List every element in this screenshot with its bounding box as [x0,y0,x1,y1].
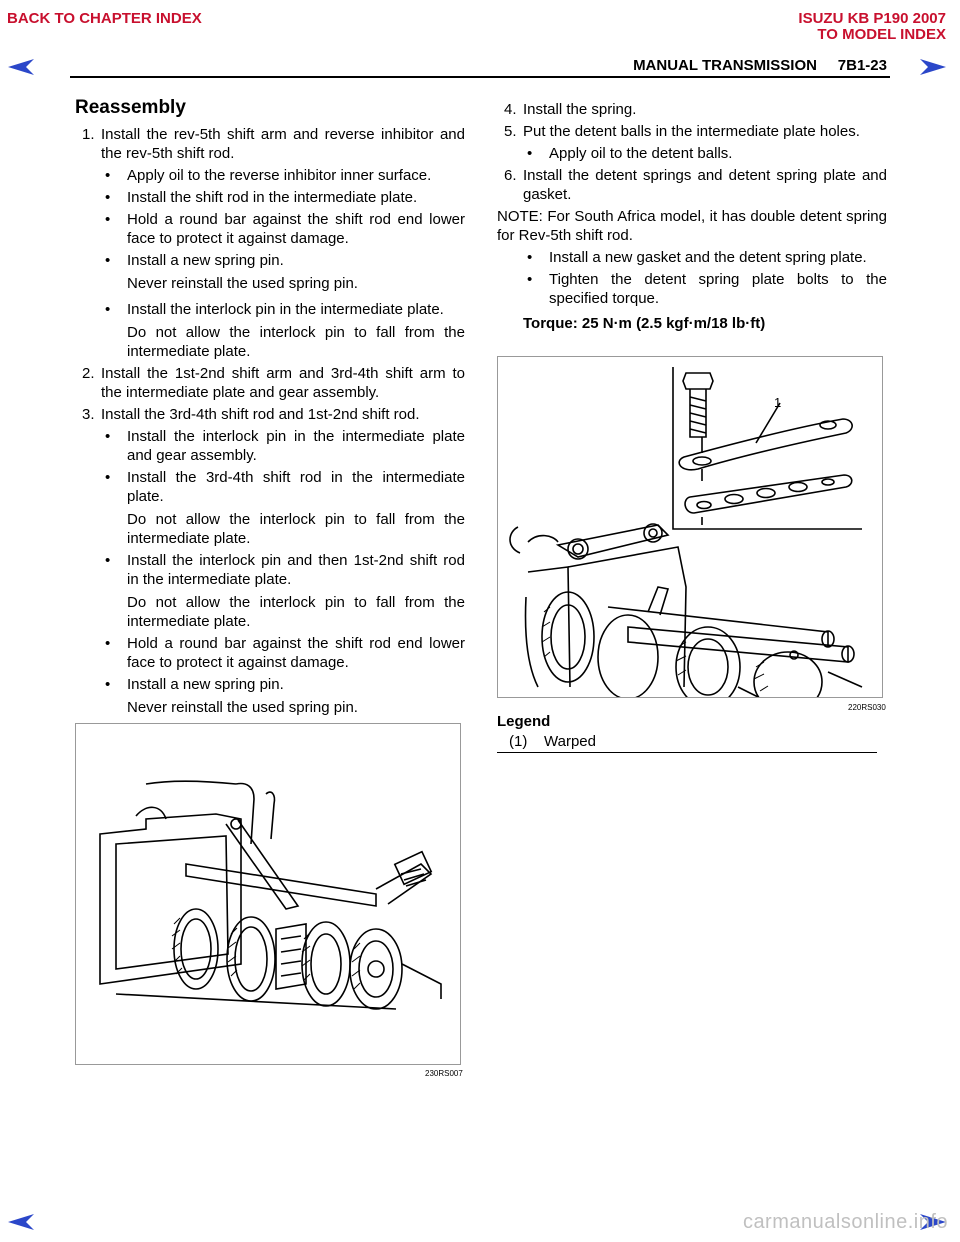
bullet-icon: • [105,428,111,445]
bullet-icon: • [105,676,111,693]
bullet-icon: • [105,252,111,269]
bullet-text: Hold a round bar against the shift rod end lower face to protect it against damage. [127,635,465,671]
figure-callout-1: 1 [774,395,782,410]
bullet-item [75,210,465,248]
bullet-item [75,188,465,207]
transmission-illustration [76,724,460,1064]
watermark-text: carmanualsonline.info [742,1211,948,1233]
to-model-index-label: TO MODEL INDEX [817,26,946,43]
step-text: Install the 3rd-4th shift rod and 1st-2nd shift rod. [101,406,420,423]
bullet-item [75,300,465,319]
step-number: 3. [82,406,95,423]
bullet-item [75,634,465,672]
bullet-subtext: Do not allow the interlock pin to fall from the intermediate plate. [127,594,465,630]
bullet-subtext: Never reinstall the used spring pin. [127,699,358,716]
bullet-icon: • [105,301,111,318]
bullet-item [75,551,465,589]
step-text: Install the rev-5th shift arm and reverse inhibitor and the rev-5th shift rod. [101,126,465,162]
bullet-text: Tighten the detent spring plate bolts to the specified torque. [549,271,887,307]
bullet-icon: • [105,635,111,652]
legend-item: (1) Warped [509,733,596,750]
step-number: 5. [504,123,517,140]
bullet-subtext: Do not allow the interlock pin to fall from the intermediate plate. [127,511,465,547]
next-page-arrow-icon[interactable] [918,57,948,77]
bullet-subtext: Never reinstall the used spring pin. [127,275,358,292]
back-to-chapter-index-link[interactable]: BACK TO CHAPTER INDEX [7,10,202,27]
step-text: Install the spring. [523,101,637,118]
bullet-text: Install a new spring pin. [127,676,284,693]
bullet-item [75,166,465,185]
step-text: Install the 1st-2nd shift arm and 3rd-4th shift arm to the intermediate plate and gear assembly. [101,365,465,401]
step-number: 6. [504,167,517,184]
bullet-text: Apply oil to the reverse inhibitor inner surface. [127,167,432,184]
step-4 [497,100,887,119]
step-number: 1. [82,126,95,143]
legend-rule [497,752,877,753]
step-number: 4. [504,101,517,118]
bullet-text: Install the 3rd-4th shift rod in the intermediate plate. [127,469,465,505]
page-header-title: MANUAL TRANSMISSION 7B1-23 [633,57,887,74]
header-rule [70,76,890,78]
figure-code-label: 220RS030 [848,703,886,712]
model-index-link[interactable] [798,11,946,43]
bullet-text: Install the interlock pin and then 1st-2nd shift rod in the intermediate plate. [127,552,465,588]
bullet-text: Install the shift rod in the intermediate plate. [127,189,418,206]
bullet-icon: • [527,249,533,266]
prev-page-arrow-icon[interactable] [6,57,36,77]
bullet-text: Install the interlock pin in the intermediate plate and gear assembly. [127,428,465,464]
section-heading: Reassembly [75,97,186,118]
step-text: Put the detent balls in the intermediate plate holes. [523,123,860,140]
bullet-icon: • [105,189,111,206]
bullet-icon: • [105,167,111,184]
prev-page-arrow-bottom-icon[interactable] [6,1212,36,1232]
bullet-icon: • [527,271,533,288]
bullet-item [75,675,465,694]
bullet-item [497,248,887,267]
bullet-subtext: Do not allow the interlock pin to fall from the intermediate plate. [127,324,465,360]
bullet-text: Install the interlock pin in the intermediate plate. [127,301,444,318]
right-column [497,100,887,333]
step-1 [75,125,465,163]
bullet-text: Install a new gasket and the detent spring plate. [549,249,867,266]
note-text: NOTE: For South Africa model, it has double detent spring for Rev-5th shift rod. [497,208,887,244]
step-3 [75,405,465,424]
step-text: Install the detent springs and detent spring plate and gasket. [523,167,887,203]
bullet-icon: • [105,469,111,486]
bullet-icon: • [527,145,533,162]
left-column [75,97,465,720]
torque-spec: Torque: 25 N·m (2.5 kgf·m/18 lb·ft) [523,315,766,332]
bullet-text: Hold a round bar against the shift rod end lower face to protect it against damage. [127,211,465,247]
step-2 [75,364,465,402]
bullet-icon: • [105,552,111,569]
detent-plate-illustration [498,357,882,697]
legend-title: Legend [497,713,551,730]
figure-detent-spring-plate [497,356,883,698]
model-name-label: ISUZU KB P190 2007 [798,10,946,27]
step-5 [497,122,887,141]
bullet-item [497,270,887,308]
bullet-icon: • [105,211,111,228]
bullet-item [75,427,465,465]
step-6 [497,166,887,204]
bullet-text: Apply oil to the detent balls. [549,145,733,162]
bullet-item [75,468,465,506]
step-number: 2. [82,365,95,382]
bullet-item [497,144,887,163]
figure-code-label: 230RS007 [425,1069,463,1078]
bullet-item [75,251,465,270]
bullet-text: Install a new spring pin. [127,252,284,269]
figure-shift-rod-installation [75,723,461,1065]
